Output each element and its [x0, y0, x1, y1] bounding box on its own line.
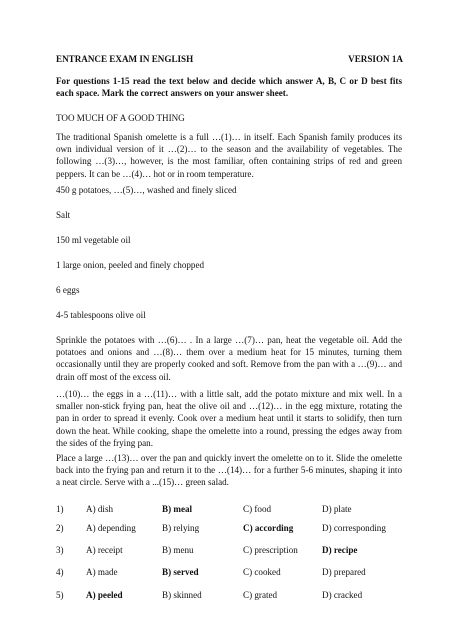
paragraph-method-3: Place a large …(13)… over the pan and quickly invert the omelette on to it. Slide the omelette back into the frying pan and return it to the …(14)… for a further 5-6 minutes, shaping it into a neat circle. Serve with a ...(15)… green salad.	[56, 453, 402, 488]
question-number: 1)	[56, 504, 64, 514]
option-c[interactable]: C) prescription	[243, 545, 298, 555]
option-a[interactable]: A) peeled	[86, 590, 123, 600]
question-row	[0, 589, 453, 601]
option-d[interactable]: D) prepared	[322, 567, 366, 577]
exam-version: VERSION 1A	[348, 54, 403, 64]
option-b[interactable]: B) skinned	[162, 590, 202, 600]
option-c[interactable]: C) food	[243, 504, 272, 514]
question-number: 4)	[56, 567, 64, 577]
ingredient-potatoes: 450 g potatoes, …(5)…, washed and finely sliced	[56, 185, 237, 195]
question-row	[0, 503, 453, 515]
option-b[interactable]: B) menu	[162, 545, 194, 555]
instructions: For questions 1-15 read the text below and decide which answer A, B, C or D best fits each space. Mark the correct answers on your answer sheet.	[56, 76, 402, 99]
option-a[interactable]: A) depending	[86, 523, 136, 533]
option-d[interactable]: D) recipe	[322, 545, 358, 555]
option-c[interactable]: C) grated	[243, 590, 278, 600]
option-b[interactable]: B) served	[162, 567, 199, 577]
option-d[interactable]: D) plate	[322, 504, 352, 514]
paragraph-method-2: …(10)… the eggs in a …(11)… with a little salt, add the potato mixture and mix well. In a smaller non-stick frying pan, heat the olive oil and …(12)… in the egg mixture, rotating the pan in order to spread it evenly. Cook over a medium heat until it starts to solidify, then turn down the heat. While cooking, shape the omelette into a round, pressing the edges away from the sides of the frying pan.	[56, 389, 402, 448]
option-a[interactable]: A) dish	[86, 504, 114, 514]
question-row	[0, 566, 453, 578]
paragraph-method-1: Sprinkle the potatoes with …(6)… . In a large …(7)… pan, heat the vegetable oil. Add the potatoes and onions and …(8)… them over a medium heat for 15 minutes, turning them occasionally until they are properly cooked and soft. Remove from the pan with a …(9)… and drain off most of the excess oil.	[56, 335, 402, 382]
question-row	[0, 544, 453, 556]
option-d[interactable]: D) corresponding	[322, 523, 386, 533]
option-b[interactable]: B) relying	[162, 523, 200, 533]
option-a[interactable]: A) receipt	[86, 545, 123, 555]
ingredient-onion: 1 large onion, peeled and finely chopped	[56, 260, 205, 270]
text-title: TOO MUCH OF A GOOD THING	[56, 113, 185, 123]
option-d[interactable]: D) cracked	[322, 590, 363, 600]
ingredient-olive-oil: 4-5 tablespoons olive oil	[56, 310, 146, 320]
question-number: 3)	[56, 545, 64, 555]
question-number: 2)	[56, 523, 64, 533]
option-c[interactable]: C) according	[243, 523, 294, 533]
option-b[interactable]: B) meal	[162, 504, 193, 514]
ingredient-oil: 150 ml vegetable oil	[56, 235, 131, 245]
ingredient-eggs: 6 eggs	[56, 285, 80, 295]
option-a[interactable]: A) made	[86, 567, 118, 577]
question-row	[0, 522, 453, 534]
exam-title: ENTRANCE EXAM IN ENGLISH	[56, 54, 194, 64]
ingredient-salt: Salt	[56, 210, 71, 220]
paragraph-intro: The traditional Spanish omelette is a full …(1)… in itself. Each Spanish family produces its own individual version of it …(2)… to the season and the availability of vegetables. The following …(3)…, however, is the most familiar, often containing strips of red and green peppers. It can be …(4)… hot or in room temperature.	[56, 132, 402, 179]
option-c[interactable]: C) cooked	[243, 567, 281, 577]
question-number: 5)	[56, 590, 64, 600]
